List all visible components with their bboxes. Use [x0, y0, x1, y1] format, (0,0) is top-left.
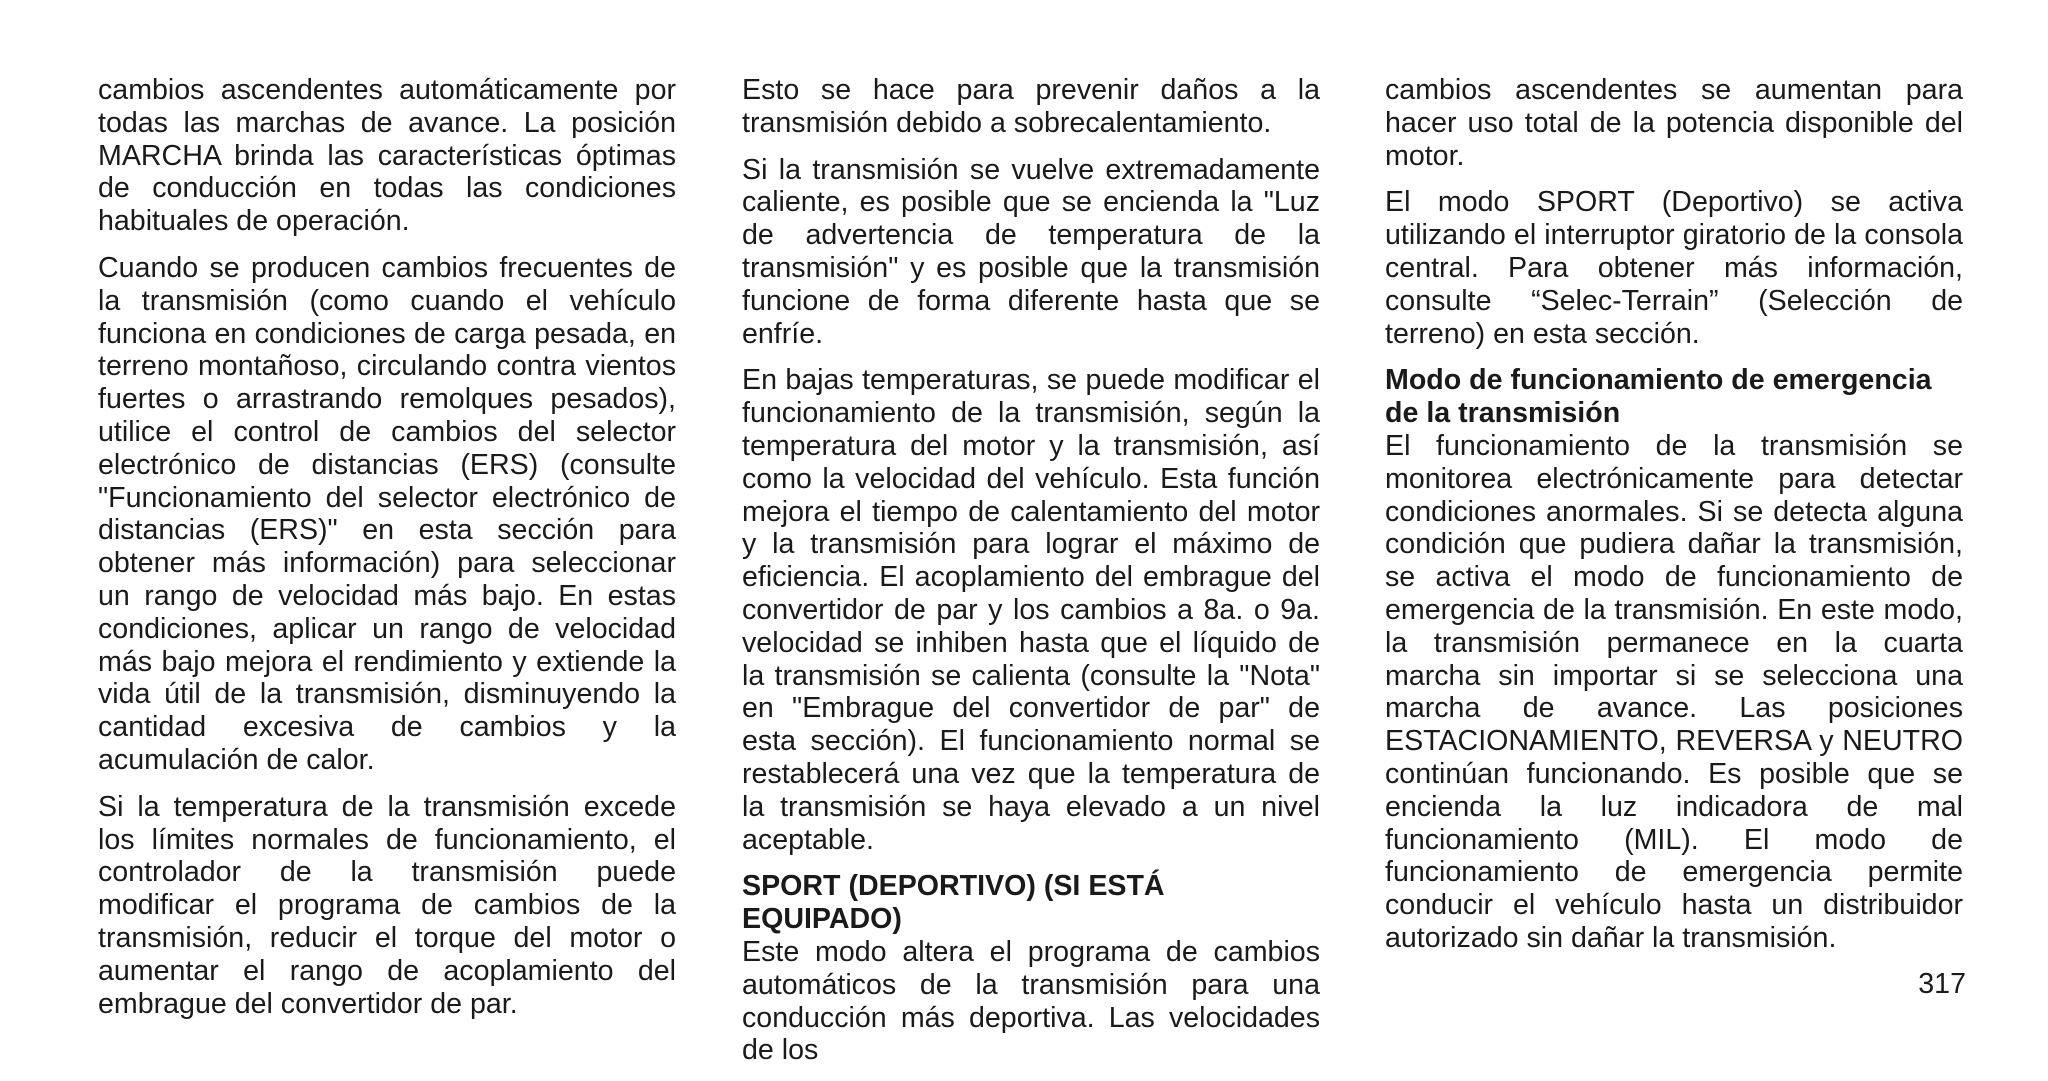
section-heading: SPORT (DEPORTIVO) (SI ESTÁ EQUIPADO) — [742, 870, 1165, 936]
paragraph: cambios ascendentes se aumentan para hacer uso total de la potencia disponible del motor. — [1385, 74, 1963, 172]
text-column-middle — [742, 74, 1320, 1081]
paragraph: Si la temperatura de la transmisión excede los límites normales de funcionamiento, el controlador de la transmisión puede modificar el programa de cambios de la transmisión, reducir el torque del motor o aumentar el rango de acoplamiento del embrague del convertidor de par. — [98, 790, 676, 1020]
paragraph: En bajas temperaturas, se puede modificar el funcionamiento de la transmisión, según la temperatura del motor y la transmisión, así como la velocidad del vehículo. Esta función mejora el tiempo de calentamiento del motor y la transmisión para lograr el máximo de eficiencia. El acoplamiento del embrague del convertidor de par y los cambios a 8a. o 9a. velocidad se inhiben hasta que el líquido de la transmisión se calienta (consulte la "Nota" en "Embrague del convertidor de par" de esta sección). El funcionamiento normal se restablecerá una vez que la temperatura de la transmisión se haya elevado a un nivel aceptable. — [742, 364, 1320, 856]
paragraph: Esto se hace para prevenir daños a la transmisión debido a sobrecalentamiento. — [742, 74, 1320, 139]
page-number: 317 — [1918, 968, 1966, 1000]
text-column-left — [98, 74, 676, 1020]
paragraph: Cuando se producen cambios frecuentes de la transmisión (como cuando el vehículo funciona en condiciones de carga pesada, en terreno montañoso, circulando contra vientos fuertes o arrastrando remolques pesados), utilice el control de cambios del selector electrónico de distancias (ERS) (consulte "Funcionamiento del selector electrónico de distancias (ERS)" en esta sección para obtener más información) para seleccionar un rango de velocidad más bajo. En estas condiciones, aplicar un rango de velocidad más bajo mejora el rendimiento y extiende la vida útil de la transmisión, disminuyendo la cantidad excesiva de cambios y la acumulación de calor. — [98, 251, 676, 776]
section-heading: Modo de funcionamiento de emergencia de la transmisión — [1385, 364, 1932, 430]
paragraph: El modo SPORT (Deportivo) se activa utilizando el interruptor giratorio de la consola central. Para obtener más información, consulte “Selec-Terrain” (Selección de terreno) en esta sección. — [1385, 186, 1963, 350]
section-body: El funcionamiento de la transmisión se monitorea electrónicamente para detectar condiciones anormales. Si se detecta alguna condición que pudiera dañar la transmisión, se activa el modo de funcionamiento de emergencia de la transmisión. En este modo, la transmisión permanece en la cuarta marcha sin importar si se selecciona una marcha de avance. Las posiciones ESTACIONAMIENTO, REVERSA y NEUTRO continúan funcionando. Es posible que se encienda la luz indicadora de mal funcionamiento (MIL). El modo de funcionamiento de emergencia permite conducir el vehículo hasta un distribuidor autorizado sin dañar la transmisión. — [1385, 429, 1963, 954]
text-column-right — [1385, 74, 1963, 969]
section-body: Este modo altera el programa de cambios automáticos de la transmisión para una conducción más deportiva. Las velocidades de los — [742, 935, 1320, 1067]
paragraph: cambios ascendentes automáticamente por todas las marchas de avance. La posición MARCHA brinda las características óptimas de conducción en todas las condiciones habituales de operación. — [98, 74, 676, 238]
sport-mode-section — [742, 870, 1320, 1067]
limp-mode-section — [1385, 364, 1963, 954]
paragraph: Si la transmisión se vuelve extremadamente caliente, es posible que se encienda la "Luz de advertencia de temperatura de la transmisión" y es posible que la transmisión funcione de forma diferente hasta que se enfríe. — [742, 153, 1320, 350]
